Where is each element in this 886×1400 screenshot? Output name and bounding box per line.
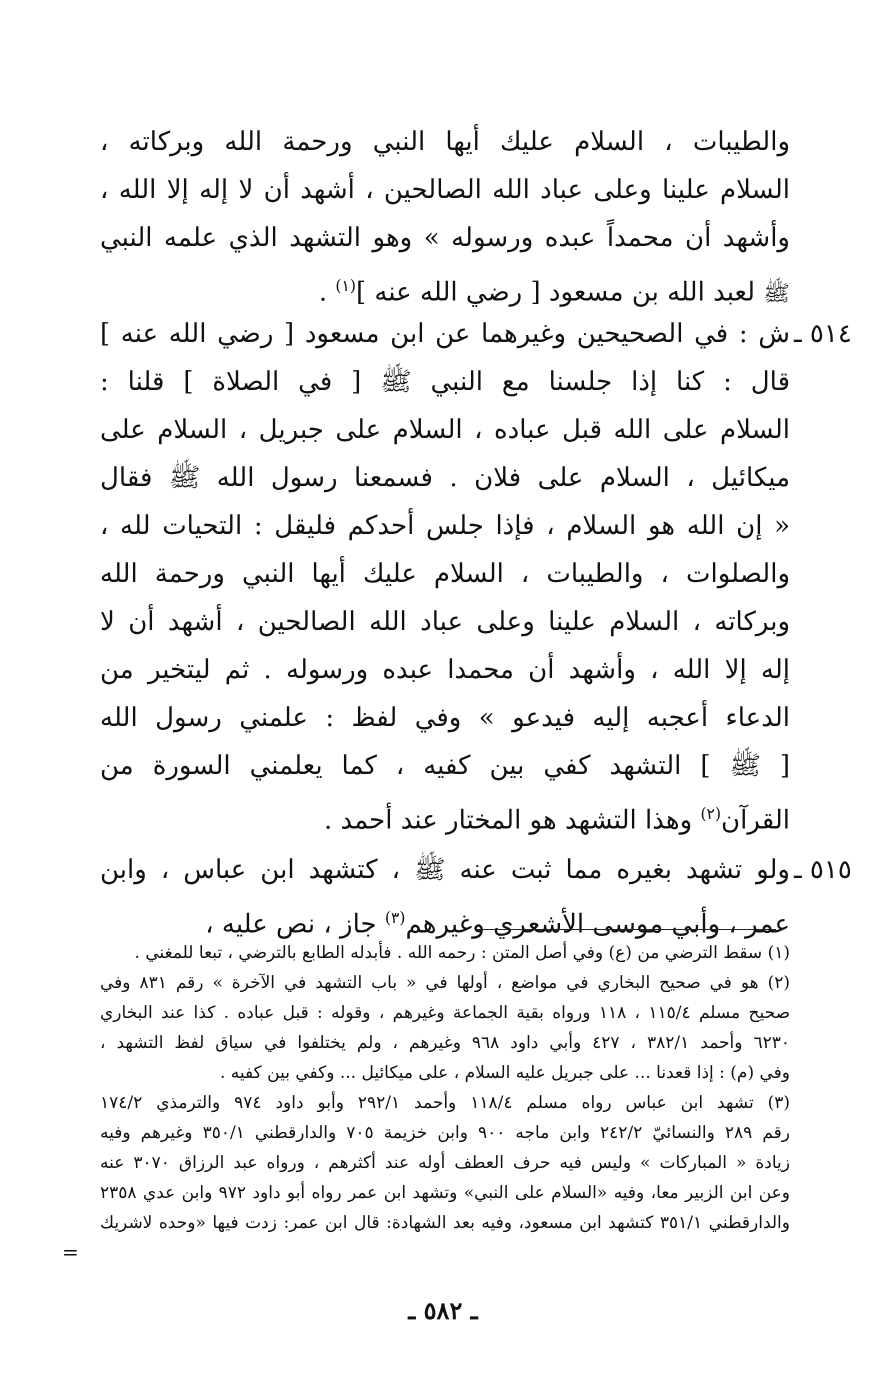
- text-line: [100, 262, 790, 310]
- footnote-line: زيادة « المباركات » وليس فيه حرف العطف أوله عند أكثرهم ، ورواه عبد الرزاق ٣٠٧٠ عنه: [100, 1153, 790, 1173]
- footnote-line: (٢) هو في صحيح البخاري في مواضع ، أولها في « باب التشهد في الآخرة » رقم ٨٣١ وفي: [100, 973, 790, 993]
- main-text: [100, 118, 852, 942]
- text-line: وبركاته ، السلام علينا وعلى عباد الله الصالحين ، أشهد أن لا: [100, 607, 790, 637]
- text-line: قال : كنا إذا جلسنا مع النبي ﷺ [ في الصلاة ] قلنا :: [100, 367, 790, 397]
- text-line: « إن الله هو السلام ، فإذا جلس أحدكم فليقل : التحيات لله ،: [100, 511, 790, 541]
- paragraph-515: [100, 846, 852, 942]
- text-line: [ ﷺ ] التشهد كفي بين كفيه ، كما يعلمني السورة من: [100, 751, 790, 781]
- text-fragment: جاز ، نص عليه ،: [205, 909, 385, 940]
- footnote-line: (٣) تشهد ابن عباس رواه مسلم ١١٨/٤ وأحمد ٢٩٢/١ وأبو داود ٩٧٤ والترمذي ١٧٤/٢: [100, 1093, 790, 1113]
- text-line: [100, 790, 790, 838]
- text-line: والصلوات ، والطيبات ، السلام عليك أيها النبي ورحمة الله: [100, 559, 790, 589]
- text-line: وأشهد أن محمداً عبده ورسوله » وهو التشهد الذي علمه النبي: [100, 223, 790, 253]
- footnote-line: والدارقطني ٣٥١/١ كتشهد ابن مسعود، وفيه بعد الشهادة: قال ابن عمر: زدت فيها «وحده لاشريك: [100, 1213, 790, 1233]
- text-line: السلام على الله قبل عباده ، السلام على جبريل ، السلام على: [100, 415, 790, 445]
- continuation-mark: =: [62, 1240, 79, 1264]
- text-line: والطيبات ، السلام عليك أيها النبي ورحمة الله وبركاته ،: [100, 127, 790, 157]
- text-line: الدعاء أعجبه إليه فيدعو » وفي لفظ : علمني رسول الله: [100, 703, 790, 733]
- footnote-line: صحيح مسلم ١١٥/٤ ، ١١٨ ورواه بقية الجماعة وغيرهم ، وقوله : قبل عباده . كذا عند البخاري: [100, 1003, 790, 1023]
- text-line: ميكائيل ، السلام على فلان . فسمعنا رسول الله ﷺ فقال: [100, 463, 790, 493]
- footnote-line: وعن ابن الزبير معا، وفيه «السلام على النبي» وتشهد ابن عمر رواه أبو داود ٩٧٢ وابن عدي ٢٣٥٨: [100, 1183, 790, 1203]
- footnotes: [100, 938, 790, 1238]
- page-number: ـ ٥٨٢ ـ: [408, 1296, 478, 1325]
- paragraph-number: ٥١٥ ـ: [794, 855, 852, 885]
- text-line: إله إلا الله ، وأشهد أن محمدا عبده ورسوله . ثم ليتخير من: [100, 655, 790, 685]
- footnote-line: وفي (م) : إذا قعدنا ... على جبريل عليه السلام ، على ميكائيل ... وكفي بين كفيه .: [220, 1063, 790, 1083]
- honorific-seal: ﷺ: [763, 280, 790, 307]
- text-fragment: القرآن: [721, 805, 790, 836]
- text-fragment: عمر ، وأبي موسى الأشعري وغيرهم: [405, 909, 790, 940]
- footnote-line: ٦٢٣٠ وأحمد ٣٨٢/١ ، ٤٢٧ وأبي داود ٩٦٨ وغيرهم ، ولم يختلفوا في سياق لفظ التشهد ،: [100, 1033, 790, 1053]
- text-line: [100, 894, 790, 942]
- footnote-line: رقم ٢٨٩ والنسائيّ ٢٤٢/٢ وابن ماجه ٩٠٠ وابن خزيمة ٧٠٥ والدارقطني ٣٥٠/١ وغيرهم وفيه: [100, 1123, 790, 1143]
- intro-paragraph: [100, 118, 790, 310]
- paragraph-514: [100, 310, 852, 838]
- text-line: ولو تشهد بغيره مما ثبت عنه ﷺ ، كتشهد ابن عباس ، وابن: [100, 855, 790, 885]
- footnote-ref-2: (٢): [700, 805, 722, 823]
- footnote-divider: [476, 929, 776, 930]
- text-line: السلام علينا وعلى عباد الله الصالحين ، أشهد أن لا إله إلا الله ،: [100, 175, 790, 205]
- footnote-line: (١) سقط الترضي من (ع) وفي أصل المتن : رحمه الله . فأبدله الطابع بالترضي ، تبعا للمغني .: [134, 943, 790, 963]
- paragraph-number: ٥١٤ ـ: [794, 319, 852, 349]
- footnote-ref-3: (٣): [384, 909, 406, 927]
- text-line: ش : في الصحيحين وغيرهما عن ابن مسعود [ رضي الله عنه ]: [100, 319, 790, 349]
- text-fragment: وهذا التشهد هو المختار عند أحمد .: [323, 805, 701, 836]
- intro-last-end: .: [318, 277, 336, 308]
- footnote-ref-1: (١): [335, 277, 356, 295]
- intro-last-text: لعبد الله بن مسعود [ رضي الله عنه ]: [355, 277, 756, 308]
